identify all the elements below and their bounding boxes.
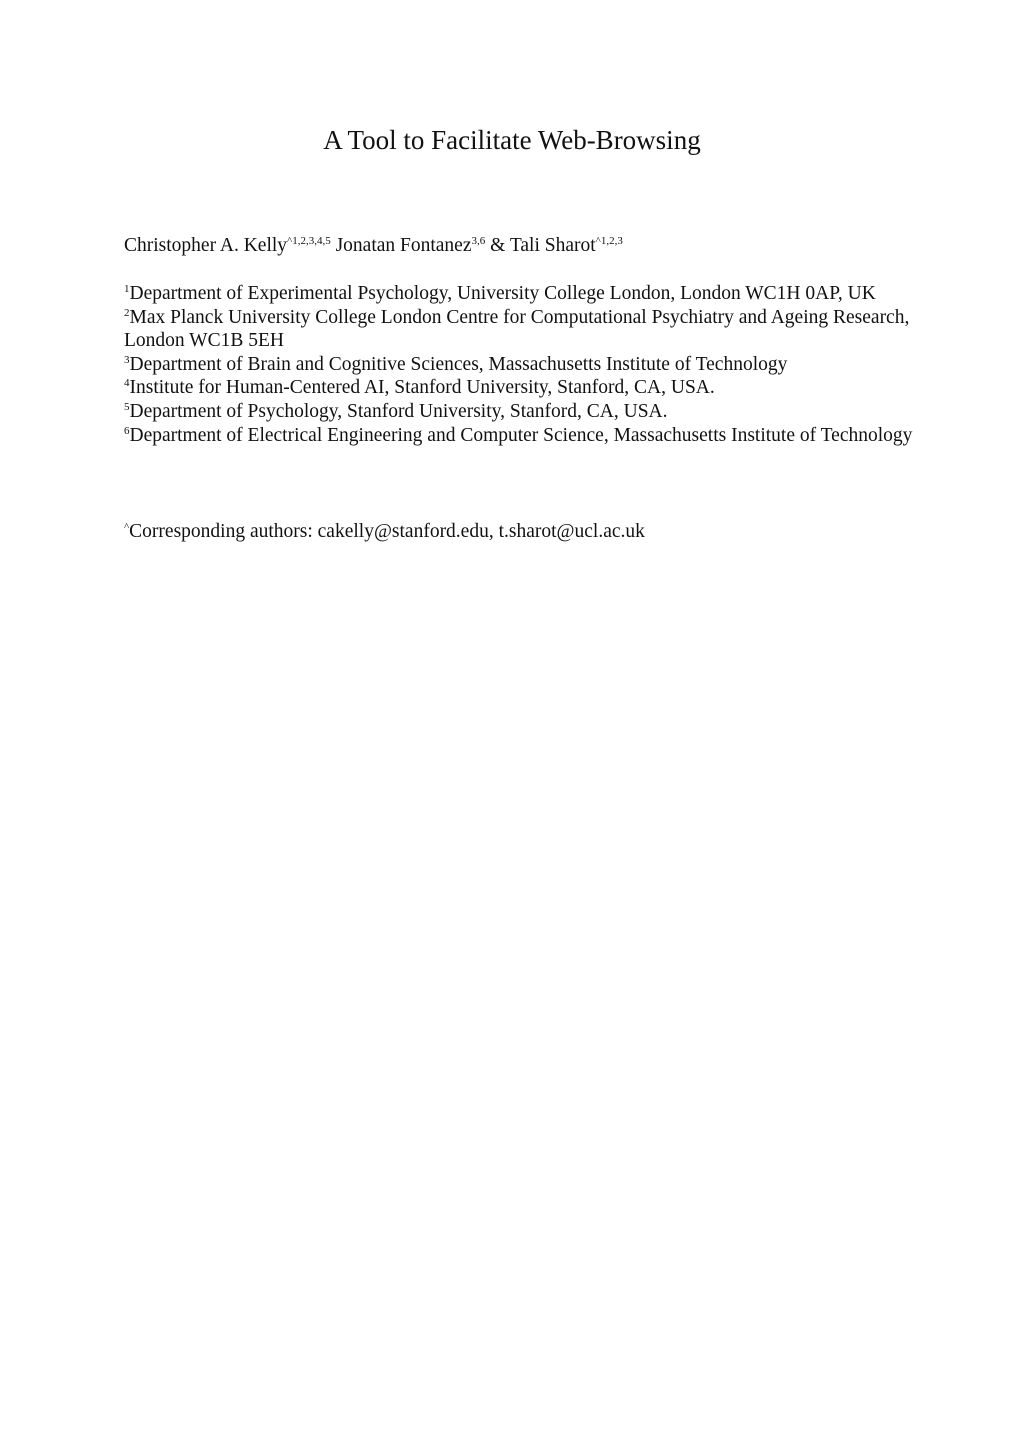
affiliation-number: 6 — [124, 424, 130, 437]
author-affiliation-marks: ^1,2,3 — [595, 235, 623, 247]
affiliation-item — [124, 376, 914, 400]
affiliation-number: 3 — [124, 353, 130, 366]
author-affiliation-marks: 3,6 — [471, 235, 486, 247]
affiliation-number: 2 — [124, 306, 130, 319]
affiliation-number: 4 — [124, 377, 130, 390]
corresponding-authors-note — [124, 518, 645, 546]
author-name: Jonatan Fontanez — [330, 235, 472, 256]
affiliation-item — [124, 400, 914, 424]
affiliation-list — [124, 282, 914, 447]
affiliation-text: Department of Psychology, Stanford University, Stanford, CA, USA. — [129, 400, 668, 422]
affiliation-text: Department of Brain and Cognitive Sciences, Massachusetts Institute of Technology — [129, 353, 788, 375]
author-affiliation-marks: ^1,2,3,4,5 — [287, 235, 331, 247]
author-name: & Tali Sharot — [485, 235, 596, 256]
affiliation-number: 1 — [124, 283, 130, 295]
affiliation-item — [124, 282, 914, 306]
author-name: Christopher A. Kelly — [124, 235, 288, 256]
affiliation-item — [124, 306, 914, 353]
affiliation-text: Max Planck University College London Centre for Computational Psychiatry and Ageing Research, London WC1B 5EH — [124, 306, 910, 352]
author-line — [124, 232, 623, 260]
affiliation-text: Institute for Human-Centered AI, Stanford University, Stanford, CA, USA. — [129, 377, 715, 399]
affiliation-text: Department of Electrical Engineering and Computer Science, Massachusetts Institute of Technology — [129, 424, 913, 446]
affiliation-text: Department of Experimental Psychology, University College London, London WC1H 0AP, UK — [129, 283, 876, 304]
paper-title: A Tool to Facilitate Web-Browsing — [323, 125, 701, 155]
affiliation-item — [124, 424, 914, 448]
affiliation-number: 5 — [124, 400, 130, 413]
corresponding-mark: ^ — [124, 521, 130, 533]
affiliation-item — [124, 353, 914, 377]
corresponding-text: Corresponding authors: cakelly@stanford.edu, t.sharot@ucl.ac.uk — [129, 521, 645, 542]
